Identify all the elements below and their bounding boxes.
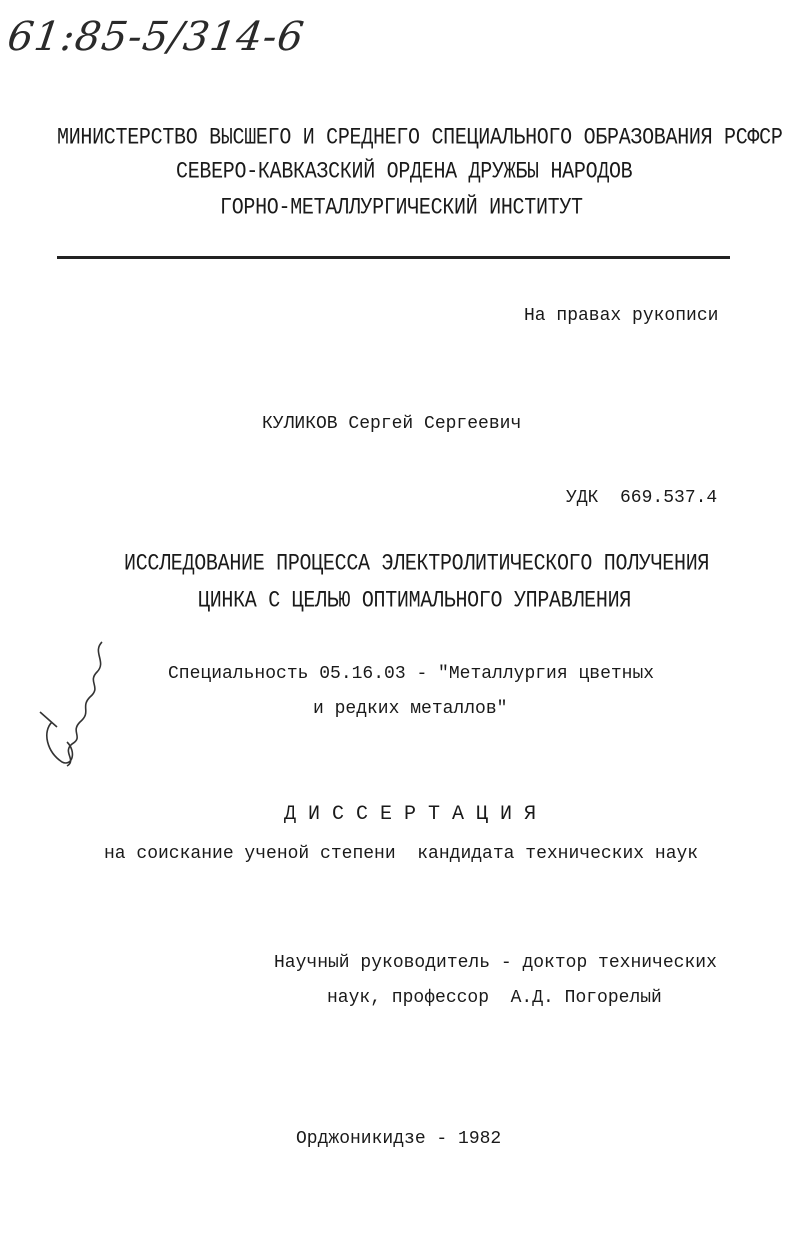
place-year: Орджоникидзе - 1982 <box>296 1129 502 1149</box>
title-line-2: ЦИНКА С ЦЕЛЬЮ ОПТИМАЛЬНОГО УПРАВЛЕНИЯ <box>198 588 631 615</box>
degree-line: на соискание ученой степени кандидата технических наук <box>104 844 699 864</box>
header-divider <box>57 256 730 259</box>
specialty-line-2: и редких металлов" <box>313 699 508 719</box>
document-type: Д И С С Е Р Т А Ц И Я <box>284 803 537 826</box>
institute-line-2: ГОРНО-МЕТАЛЛУРГИЧЕСКИЙ ИНСТИТУТ <box>220 195 583 222</box>
author-name: КУЛИКОВ Сергей Сергеевич <box>262 414 522 434</box>
handwritten-signature <box>32 632 122 772</box>
title-line-1: ИССЛЕДОВАНИЕ ПРОЦЕССА ЭЛЕКТРОЛИТИЧЕСКОГО ПОЛУЧЕНИЯ <box>124 551 710 578</box>
ministry-line: МИНИСТЕРСТВО ВЫСШЕГО И СРЕДНЕГО СПЕЦИАЛЬНОГО ОБРАЗОВАНИЯ РСФСР <box>57 125 783 152</box>
udc-code: УДК 669.537.4 <box>566 488 718 508</box>
manuscript-note: На правах рукописи <box>524 306 719 326</box>
supervisor-line-2: наук, профессор А.Д. Погорелый <box>327 988 662 1008</box>
supervisor-line-1: Научный руководитель - доктор технических <box>274 953 717 973</box>
institute-line-1: СЕВЕРО-КАВКАЗСКИЙ ОРДЕНА ДРУЖБЫ НАРОДОВ <box>176 159 633 186</box>
specialty-line-1: Специальность 05.16.03 - "Металлургия цветных <box>168 664 655 684</box>
archive-mark: 61:85-5/314-6 <box>4 14 308 60</box>
